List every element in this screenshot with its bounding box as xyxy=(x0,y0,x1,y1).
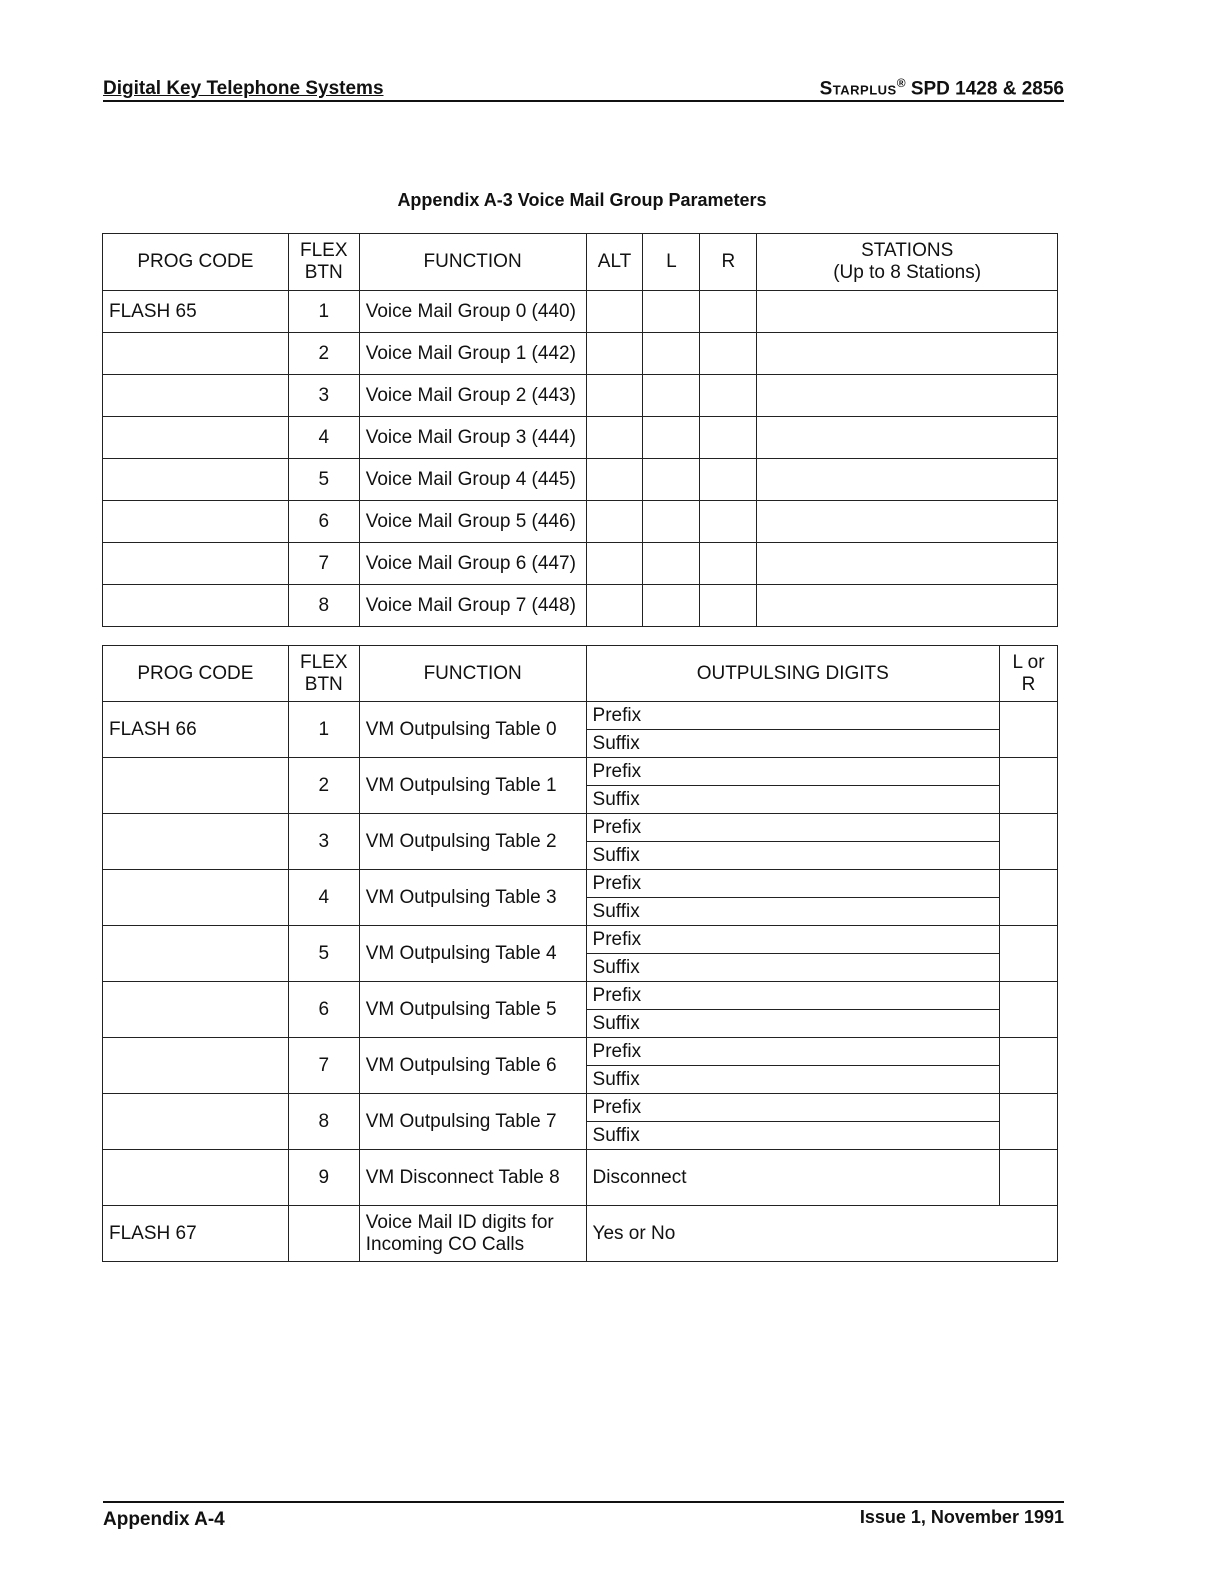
table-row xyxy=(103,459,1058,501)
registered-mark: ® xyxy=(896,76,906,90)
prog-code-cell: FLASH 67 xyxy=(103,1206,289,1262)
table-row xyxy=(103,702,1058,730)
table-row xyxy=(103,375,1058,417)
function-cell: Voice Mail Group 6 (447) xyxy=(359,543,586,585)
header-flex-btn-line2: BTN xyxy=(304,262,343,283)
suffix-cell: Suffix xyxy=(586,842,999,870)
prog-code-cell xyxy=(103,1038,289,1094)
prefix-cell: Prefix xyxy=(586,758,999,786)
header-flex-btn-line2: BTN xyxy=(304,673,343,695)
l-cell xyxy=(643,543,700,585)
function-cell: Voice Mail Group 0 (440) xyxy=(359,291,586,333)
function-line2: Incoming CO Calls xyxy=(365,1233,525,1255)
header-l-or-r xyxy=(1000,646,1058,702)
voice-mail-group-table xyxy=(102,233,1058,627)
vm-outpulsing-table xyxy=(102,645,1058,1262)
function-cell: VM Outpulsing Table 7 xyxy=(359,1094,586,1150)
flex-btn-cell: 9 xyxy=(288,1150,359,1206)
prog-code-cell xyxy=(103,585,289,627)
outpulsing-cell: Yes or No xyxy=(586,1206,1057,1262)
prog-code-cell xyxy=(103,417,289,459)
flex-btn-cell: 2 xyxy=(288,758,359,814)
header-left-title: Digital Key Telephone Systems xyxy=(103,78,384,99)
header-stations-line2: (Up to 8 Stations) xyxy=(833,262,982,283)
r-cell xyxy=(700,417,757,459)
prog-code-cell xyxy=(103,758,289,814)
function-cell: VM Outpulsing Table 3 xyxy=(359,870,586,926)
prefix-cell: Prefix xyxy=(586,982,999,1010)
table-row xyxy=(103,1094,1058,1122)
function-cell: VM Outpulsing Table 0 xyxy=(359,702,586,758)
stations-cell xyxy=(757,585,1058,627)
suffix-cell: Suffix xyxy=(586,730,999,758)
alt-cell xyxy=(586,291,643,333)
flex-btn-cell: 8 xyxy=(288,585,359,627)
flex-btn-cell: 1 xyxy=(288,291,359,333)
prefix-cell: Prefix xyxy=(586,1038,999,1066)
alt-cell xyxy=(586,417,643,459)
l-cell xyxy=(643,375,700,417)
flex-btn-cell: 6 xyxy=(288,501,359,543)
header-flex-btn-line1: FLEX xyxy=(300,651,348,673)
l-or-r-cell xyxy=(1000,982,1058,1038)
prog-code-cell xyxy=(103,333,289,375)
flex-btn-cell: 7 xyxy=(288,543,359,585)
suffix-cell: Suffix xyxy=(586,1122,999,1150)
stations-cell xyxy=(757,291,1058,333)
table-row xyxy=(103,417,1058,459)
function-cell: Voice Mail Group 7 (448) xyxy=(359,585,586,627)
header-function: FUNCTION xyxy=(359,646,586,702)
prog-code-cell xyxy=(103,501,289,543)
prog-code-cell xyxy=(103,1094,289,1150)
table-row xyxy=(103,982,1058,1010)
prog-code-cell xyxy=(103,459,289,501)
table-row xyxy=(103,926,1058,954)
prefix-cell: Prefix xyxy=(586,814,999,842)
function-cell: VM Outpulsing Table 5 xyxy=(359,982,586,1038)
flex-btn-cell: 4 xyxy=(288,870,359,926)
l-or-r-cell xyxy=(1000,1150,1058,1206)
l-or-r-cell xyxy=(1000,1094,1058,1150)
footer-right: Issue 1, November 1991 xyxy=(859,1507,1064,1527)
prog-code-cell xyxy=(103,1150,289,1206)
table-row xyxy=(103,814,1058,842)
function-cell: Voice Mail Group 1 (442) xyxy=(359,333,586,375)
flex-btn-cell: 6 xyxy=(288,982,359,1038)
flex-btn-cell: 4 xyxy=(288,417,359,459)
flex-btn-cell: 1 xyxy=(288,702,359,758)
alt-cell xyxy=(586,375,643,417)
l-or-r-cell xyxy=(1000,1038,1058,1094)
function-cell: VM Disconnect Table 8 xyxy=(359,1150,586,1206)
l-or-r-cell xyxy=(1000,926,1058,982)
l-cell xyxy=(643,585,700,627)
function-cell: Voice Mail Group 5 (446) xyxy=(359,501,586,543)
r-cell xyxy=(700,459,757,501)
l-or-r-cell xyxy=(1000,814,1058,870)
alt-cell xyxy=(586,543,643,585)
outpulsing-cell: Disconnect xyxy=(586,1150,999,1206)
header-prog-code: PROG CODE xyxy=(103,646,289,702)
l-cell xyxy=(643,417,700,459)
stations-cell xyxy=(757,501,1058,543)
table-header-row xyxy=(103,234,1058,291)
flex-btn-cell: 7 xyxy=(288,1038,359,1094)
suffix-cell: Suffix xyxy=(586,1066,999,1094)
flex-btn-cell: 5 xyxy=(288,459,359,501)
alt-cell xyxy=(586,585,643,627)
table-row xyxy=(103,1206,1058,1262)
prog-code-cell xyxy=(103,870,289,926)
table-row xyxy=(103,291,1058,333)
table-header-row xyxy=(103,646,1058,702)
prog-code-cell: FLASH 66 xyxy=(103,702,289,758)
prog-code-cell xyxy=(103,926,289,982)
function-cell: VM Outpulsing Table 4 xyxy=(359,926,586,982)
stations-cell xyxy=(757,459,1058,501)
header-r: R xyxy=(700,234,757,291)
alt-cell xyxy=(586,333,643,375)
r-cell xyxy=(700,543,757,585)
function-cell: Voice Mail Group 2 (443) xyxy=(359,375,586,417)
prog-code-cell xyxy=(103,814,289,870)
flex-btn-cell: 3 xyxy=(288,375,359,417)
suffix-cell: Suffix xyxy=(586,786,999,814)
l-or-r-cell xyxy=(1000,758,1058,814)
table-row xyxy=(103,1150,1058,1206)
header-model: SPD 1428 & 2856 xyxy=(910,78,1064,100)
r-cell xyxy=(700,291,757,333)
flex-btn-cell: 8 xyxy=(288,1094,359,1150)
table-row xyxy=(103,1038,1058,1066)
header-stations xyxy=(757,234,1058,291)
function-cell: Voice Mail Group 3 (444) xyxy=(359,417,586,459)
function-cell: VM Outpulsing Table 1 xyxy=(359,758,586,814)
header-stations-line1: STATIONS xyxy=(861,240,954,261)
header-l-or-r-line2: R xyxy=(1021,673,1036,695)
header-right-title xyxy=(820,76,1064,100)
table-row xyxy=(103,543,1058,585)
flex-btn-cell: 3 xyxy=(288,814,359,870)
header-prog-code: PROG CODE xyxy=(103,234,289,291)
function-cell: Voice Mail Group 4 (445) xyxy=(359,459,586,501)
header-l-or-r-line1: L or xyxy=(1012,651,1045,673)
page-title: Appendix A-3 Voice Mail Group Parameters xyxy=(397,190,767,210)
stations-cell xyxy=(757,333,1058,375)
l-or-r-cell xyxy=(1000,702,1058,758)
l-cell xyxy=(643,459,700,501)
prefix-cell: Prefix xyxy=(586,1094,999,1122)
prog-code-cell xyxy=(103,375,289,417)
header-outpulsing-digits: OUTPULSING DIGITS xyxy=(586,646,999,702)
flex-btn-cell: 5 xyxy=(288,926,359,982)
alt-cell xyxy=(586,501,643,543)
function-cell xyxy=(359,1206,586,1262)
flex-btn-cell xyxy=(288,1206,359,1262)
table-row xyxy=(103,870,1058,898)
suffix-cell: Suffix xyxy=(586,954,999,982)
header-l: L xyxy=(643,234,700,291)
function-cell: VM Outpulsing Table 6 xyxy=(359,1038,586,1094)
suffix-cell: Suffix xyxy=(586,898,999,926)
stations-cell xyxy=(757,375,1058,417)
stations-cell xyxy=(757,417,1058,459)
prefix-cell: Prefix xyxy=(586,702,999,730)
suffix-cell: Suffix xyxy=(586,1010,999,1038)
header-flex-btn-line1: FLEX xyxy=(299,240,348,261)
l-cell xyxy=(643,501,700,543)
r-cell xyxy=(700,501,757,543)
r-cell xyxy=(700,375,757,417)
page-footer xyxy=(103,1501,1064,1530)
page-header xyxy=(103,74,1064,102)
prog-code-cell: FLASH 65 xyxy=(103,291,289,333)
header-function: FUNCTION xyxy=(359,234,586,291)
r-cell xyxy=(700,585,757,627)
function-line1: Voice Mail ID digits for xyxy=(365,1211,554,1233)
l-cell xyxy=(643,333,700,375)
stations-cell xyxy=(757,543,1058,585)
flex-btn-cell: 2 xyxy=(288,333,359,375)
prefix-cell: Prefix xyxy=(586,926,999,954)
table-row xyxy=(103,758,1058,786)
prefix-cell: Prefix xyxy=(586,870,999,898)
function-cell: VM Outpulsing Table 2 xyxy=(359,814,586,870)
r-cell xyxy=(700,333,757,375)
prog-code-cell xyxy=(103,543,289,585)
header-alt: ALT xyxy=(586,234,643,291)
header-flex-btn xyxy=(288,234,359,291)
table-row xyxy=(103,585,1058,627)
l-cell xyxy=(643,291,700,333)
footer-left: Appendix A-4 xyxy=(103,1509,225,1530)
header-brand: Starplus xyxy=(819,78,897,100)
alt-cell xyxy=(586,459,643,501)
table-row xyxy=(103,333,1058,375)
l-or-r-cell xyxy=(1000,870,1058,926)
prog-code-cell xyxy=(103,982,289,1038)
header-flex-btn xyxy=(288,646,359,702)
table-row xyxy=(103,501,1058,543)
